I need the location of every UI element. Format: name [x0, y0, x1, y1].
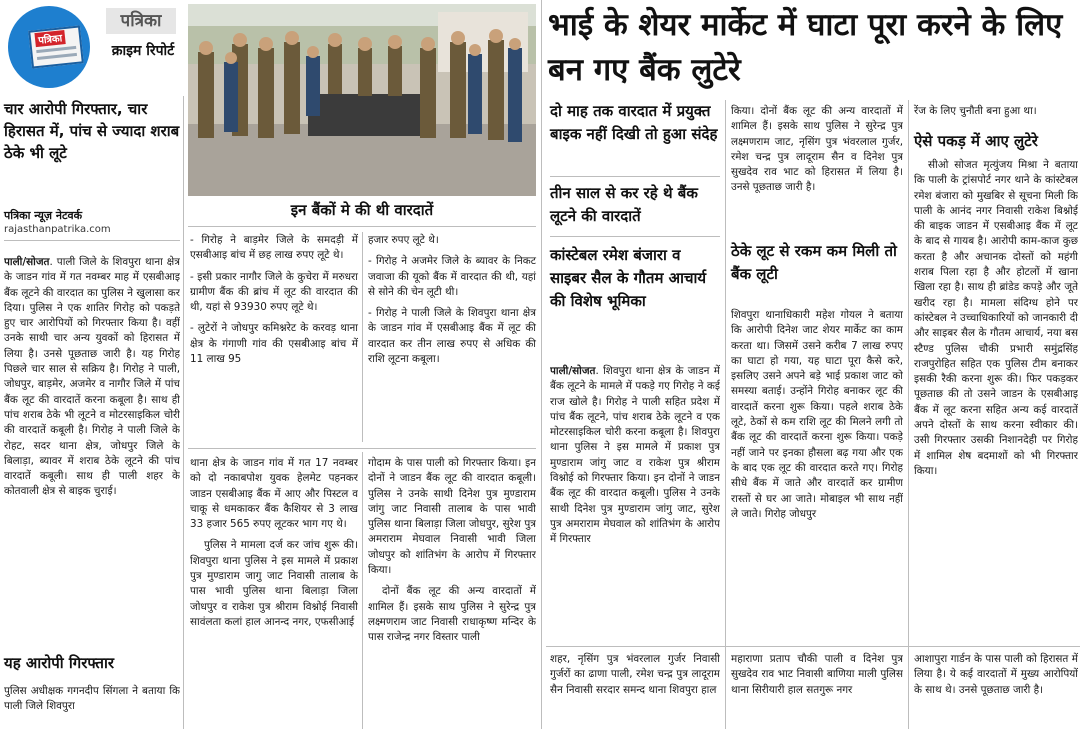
newspaper-line-icon: [37, 53, 77, 60]
main-headline: भाई के शेयर मार्केट में घाटा पूरा करने के लिए बन गए बैंक लुटेरे: [548, 7, 1063, 88]
subheadline: ठेके लूट से रकम कम मिली तो बैंक लूटी: [731, 242, 897, 283]
lead-headline: चार आरोपी गिरफ्तार, चार हिरासत में, पांच से ज्यादा शराब ठेके भी लूटे: [4, 100, 180, 162]
main-col3-top: रेंज के लिए चुनौती बना हुआ था।: [914, 105, 1037, 117]
divider: [541, 0, 542, 729]
divider: [550, 236, 720, 237]
lead-subhead: यह आरोपी गिरफ्तार: [4, 654, 114, 672]
main-col3-tail: आशापुरा गार्डन के पास पाली को हिरासत में लिया है। ये कई वारदातों में मुख्य आरोपियों के साथ थे। उनसे पूछताछ जारी है।: [914, 653, 1078, 696]
dateline: पाली/सोजत: [550, 365, 596, 377]
story-col-b: [368, 456, 536, 728]
bank-list-col1: [190, 233, 358, 367]
logo-label: पत्रिका: [34, 30, 65, 47]
divider: [550, 176, 720, 177]
brand-name: पत्रिका: [106, 8, 176, 34]
byline: पत्रिका न्यूज़ नेटवर्क: [4, 209, 83, 222]
group-photo: [188, 4, 536, 196]
paragraph: पुलिस ने मामला दर्ज कर जांच शुरू की। शिवपुरा थाना पुलिस ने इस मामले में प्रकाश पुत्र मुण्डाराम जागु जाट निवासी तालाब के पास भावी पुलिस थाना बिलाड़ा जिला जोधपुर व राकेश पुत्र श्रीराम विश्नोई निवासी सावंलता कलां हाल आनन्द नगर, एफसीआई: [190, 539, 358, 628]
section-label: क्राइम रिपोर्ट: [111, 43, 175, 59]
main-col1-tail: शहर, नृसिंग पुत्र भंवरलाल गुर्जर निवासी गुर्जरों का ढाणा पाली, रमेश चन्द्र पुत्र लादूराम सैन निवासी सरदार समन्द थाना शिवपुरा हाल: [550, 653, 720, 696]
logo-circle-icon: [8, 6, 90, 88]
list-item: हजार रुपए लूटे थे।: [368, 234, 439, 246]
paragraph: दोनों बैंक लूट की अन्य वारदातों में शामिल हैं। इसके साथ पुलिस ने सुरेन्द्र पुत्र लक्ष्मणराम जाट निवासी राधाकृष्ण मन्दिर के पास राजेन्द्र नगर विस्तार पाली: [368, 585, 536, 644]
newspaper-logo: [0, 0, 100, 92]
list-item: - गिरोह ने पाली जिले के शिवपुरा थाना क्षेत्र के जाडन गांव में एसबीआइ बैंक में लूट की वारदात कर तीन लाख रुपए से अधिक की राशि लूटना कबूला।: [368, 307, 536, 366]
lead-body: [4, 255, 180, 645]
main-col2-tail: महाराणा प्रताप चौकी पाली व दिनेश पुत्र सुखदेव राव भाट निवासी बाणिया माली पुलिस थाना सिरीयारी हाल सतगुरू नगर: [731, 653, 903, 696]
subheadline: दो माह तक वारदात में प्रयुक्त बाइक नहीं दिखी तो हुआ संदेह: [550, 102, 718, 143]
bank-list-title: इन बैंकों मे की थी वारदातें: [290, 201, 434, 219]
divider: [908, 100, 909, 729]
divider: [183, 96, 184, 729]
paragraph: . शिवपुरा थाना क्षेत्र के जाडन में बैंक लूटने के मामले में पकड़े गए गिरोह ने कई राज खोले है। गिरोह ने पाली सहित प्रदेश में पांच बैंक लूटने, पांच शराब ठेके लूटने व एक मोटरसाइकिल चोरी करना कबूला है। शिवपुरा थाना पुलिस ने इस मामले में प्रकाश पुत्र मुण्डाराम जांगु जाट व राकेश पुत्र श्रीराम विश्नोई को गिरफ्तार किया। इन दोनों ने जाडन बैंक लूट की वारदात कबूली। पुलिस ने उनके साथी दिनेश पुत्र मुण्डाराम जांगु जाट, सुरेश पुत्र अमराराम मेघवाल को शांतिभंग के आरोप में गिरफ्तार: [550, 365, 720, 546]
dateline: पाली/सोजत: [4, 256, 50, 268]
lead-tail: पुलिस अधीक्षक गगनदीप सिंगला ने बताया कि पाली जिले शिवपुरा: [4, 685, 180, 713]
list-item: - गिरोह ने बाड़मेर जिले के समदड़ी में एसबीआइ बांच में छह लाख रुपए लूटे थे।: [190, 234, 358, 262]
main-col2-top: किया। दोनों बैंक लूट की अन्य वारदातों में शामिल हैं। इसके साथ पुलिस ने सुरेन्द्र पुत्र लक्ष्मणराम जाट, नृसिंग पुत्र भंवरलाल गुर्जर, रमेश चन्द्र पुत्र लादूराम सैन व दिनेश पुत्र सुखदेव राव भाट को हिरासत में लिया है। उनसे पूछताछ जारी है।: [731, 105, 903, 194]
paragraph: गोदाम के पास पाली को गिरफ्तार किया। इन दोनों ने जाडन बैंक लूट की वारदात कबूली। पुलिस ने उनके साथी दिनेश पुत्र मुण्डाराम जांगु जाट निवासी तालाब के पास भावी पुलिस थाना बिलाड़ा जिला जोधपुर, सुरेश पुत्र अमराराम मेघवाल निवासी भावी जिला जोधपुर को शांतिभंग के आरोप में गिरफ्तार किया।: [368, 457, 536, 577]
subheadline: ऐसे पकड़ में आए लुटेरे: [914, 132, 1038, 150]
newspaper-icon: [28, 25, 84, 68]
list-item: - इसी प्रकार नागौर जिले के कुचेरा में मरुधरा ग्रामीण बैंक की ब्रांच में लूट की वारदात की थी, यहां से 93930 रुपए लूटे थे।: [190, 270, 358, 314]
divider: [362, 232, 363, 442]
divider: [546, 646, 1080, 647]
subheadline: कांस्टेबल रमेश बंजारा व साइबर सैल के गौतम आचार्य की विशेष भूमिका: [550, 246, 707, 310]
subheadline: तीन साल से कर रहे थे बैंक लूटने की वारदातें: [550, 184, 698, 225]
lead-text: . पाली जिले के शिवपुरा थाना क्षेत्र के जाडन गांव में गत नवम्बर माह में एसबीआइ बैंक लूटने की वारदात का पुलिस ने खुलासा कर दिया। पुलिस ने एक शातिर गिरोह को पकड़ते हुए चार आरोपियों को गिरफ्तार किया है। वहीं उनके साथी चार अन्य युवकों को हिरासत में लिया है। उनसे पूछताछ जारी है। यह गिरोह पिछले चार साल से सक्रिय है। गिरोह ने पाली, जोधपुर, बाड़मेर, अजमेर व नागौर जिले में पांच बैंक लूट की वारदातें करना कबूला है। साथ ही पांच शराब ठेके भी लूटने व मोटरसाइकिल चोरी की वारदातें कबूली है। गिरोह ने पाली जिले के रोहट, सदर थाना क्षेत्र, जोधपुर जिले के बिलाड़ा, ब्यावर में शराब ठेके लूटने की पांच वारदातें कबूली। साथ ही पाली शहर के कोतवाली क्षेत्र से बाइक चुराई।: [4, 256, 180, 498]
divider: [188, 448, 536, 449]
photo-illustration: [188, 4, 536, 196]
main-col2: शिवपुरा थानाधिकारी महेश गोयल ने बताया कि आरोपी दिनेश जाट शेयर मार्केट का काम करता था। जिसमें उसने करीब 7 लाख रुपए का घाटा हो गया, यह घाटा पूरा कैसे करे, इसलिए उसने अपने बड़े भाई प्रकाश जाट को समस्या बताई। उन्होंने गिरोह बनाकर लूट की वारदातें करना शुरू किया। पहले शराब ठेके लूटे, ठेकों से कम राशि लूट की मिलने लगी तो बैंक लूट की वारदातें करना शुरू किया। पकड़े नहीं जाने पर इनका हौसला बढ़ गया और एक के बाद एक लूट की वारदात करते गए। गिरोह सीधे बैंक में जाते और वारदातें कर ग्रामीण रास्तों से घर आ जाते। मोबाइल भी साथ नहीं ले जाते। गिरोह जोधपुर: [731, 309, 903, 520]
paragraph: थाना क्षेत्र के जाडन गांव में गत 17 नवम्बर को दो नकाबपोश युवक हेलमेट पहनकर जाडन एसबीआइ बैंक में आए और पिस्टल व चाकू से धमकाकर बैंक कैशियर से 3 लाख 33 हजार 565 रुपए लूटकर भाग गए थे।: [190, 457, 358, 531]
main-col3: सीओ सोजत मृत्युंजय मिश्रा ने बताया कि पाली के ट्रांसपोर्ट नगर थाने के कांस्टेबल रमेश बंजारा को मुखबिर से सूचना मिली कि पाली के आनंद नगर निवासी राकेश बिश्नोई की बाइक जाडन में एसबीआइ बैंक में लूट के बाद से गायब है। आरोपी काम-काज कुछ करता है और अचानक दोस्तों को महंगी शराब पिला रहा है और होटलों में खाना खिला रहा है। साथ ही ब्रांडेड कपड़े और जूते खरीद रहा है। मामला संदिग्ध होने पर कांस्टेबल ने उच्चाधिकारियों को जानकारी दी और साइबर सैल के गौतम आचार्य, नया बस स्टैण्ड पुलिस चौकी प्रभारी समुंद्रसिंह राजपुरोहित सहित एक पुलिस टीम बनाकर इसकी रैकी करना शुरू की। फिर पकड़कर पूछताछ की तो उसने जाडन के एसबीआइ बैंक में लूट करना सहित अन्य कई वारदातें अपने दोस्तों के साथ करना स्वीकार की। उसी गिरफ्तार उसकी निशानदेही पर गिरोह में शामिल शेष बदमाशों को भी गिरफ्तार किया।: [914, 159, 1078, 477]
divider: [725, 100, 726, 729]
divider: [188, 226, 536, 227]
brand-block: [100, 0, 180, 92]
bank-list-col2: [368, 233, 536, 367]
newspaper-line-icon: [36, 46, 76, 53]
divider: [4, 240, 180, 241]
story-col-a: [190, 456, 358, 728]
list-item: - लुटेरों ने जोधपुर कमिश्नरेट के करवड़ थाना क्षेत्र के गंगाणी गांव की एसबीआइ बांच में 11 लाख 95: [190, 322, 358, 366]
site-url: rajasthanpatrika.com: [4, 224, 111, 235]
list-item: - गिरोह ने अजमेर जिले के ब्यावर के निकट जवाजा की यूको बैंक में वारदात की थी, यहां से सोने की चेन लूटी थी।: [368, 255, 536, 298]
divider: [362, 452, 363, 729]
main-col1: [550, 364, 720, 646]
